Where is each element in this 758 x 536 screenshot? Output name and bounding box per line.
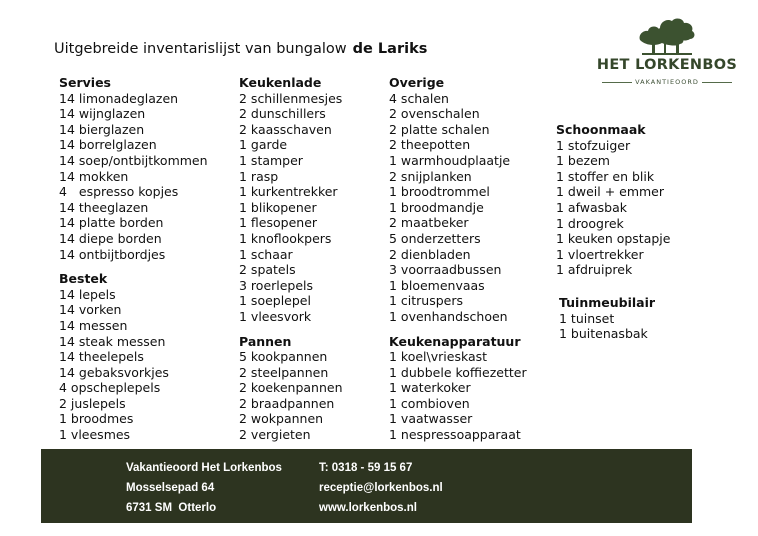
list-item: 14 lepels: [59, 286, 116, 302]
logo-brand: HET LORKENBOS: [596, 57, 738, 73]
list-item: 2 ovenschalen: [389, 106, 480, 122]
footer-bar: [41, 449, 692, 523]
section-heading-bestek: Bestek: [59, 271, 108, 287]
list-item: 1 warmhoudplaatje: [389, 152, 511, 168]
list-item: 1 nespressoapparaat: [389, 427, 521, 443]
list-item: 14 soep/ontbijtkommen: [59, 152, 208, 168]
column-3: [389, 75, 527, 443]
column-2: [239, 75, 343, 443]
list-item: 1 combioven: [389, 395, 470, 411]
footer-contact: [319, 458, 443, 518]
list-item: 2 kaasschaven: [239, 121, 332, 137]
list-item: 14 limonadeglazen: [59, 90, 179, 106]
list-item: 1 stoffer en blik: [556, 168, 655, 184]
list-item: 14 mokken: [59, 168, 129, 184]
list-item: 1 knoflookpers: [239, 230, 332, 246]
list-item: 1 broodmes: [59, 411, 134, 427]
list-item: 2 platte schalen: [389, 121, 490, 137]
bungalow-name: de Lariks: [352, 41, 428, 57]
list-item: 14 wijnglazen: [59, 106, 146, 122]
list-item: 2 vergieten: [239, 427, 311, 443]
list-item: 1 stamper: [239, 152, 303, 168]
footer-phone: T: 0318 - 59 15 67: [319, 462, 413, 474]
list-item: 14 borrelglazen: [59, 137, 157, 153]
list-item: 2 snijplanken: [389, 168, 472, 184]
footer-city: 6731 SM Otterlo: [126, 502, 217, 514]
list-item: 1 dubbele koffiezetter: [389, 364, 527, 380]
column-4: [556, 122, 670, 342]
list-item: 1 ovenhandschoen: [389, 308, 508, 324]
list-item: 14 steak messen: [59, 333, 166, 349]
list-item: 14 bierglazen: [59, 121, 145, 137]
list-item: 4 opscheplepels: [59, 380, 161, 396]
list-item: 5 kookpannen: [239, 349, 328, 365]
list-item: 1 tuinset: [559, 310, 615, 326]
list-item: 5 onderzetters: [389, 230, 481, 246]
logo-subtitle: VAKANTIEOORD: [635, 78, 699, 86]
list-item: 14 platte borden: [59, 215, 164, 231]
section-heading-keukenlade: Keukenlade: [239, 75, 322, 90]
list-item: 1 soeplepel: [239, 293, 311, 309]
list-item: 2 dienbladen: [389, 246, 471, 262]
list-item: 2 schillenmesjes: [239, 90, 343, 106]
list-item: 2 koekenpannen: [239, 380, 343, 396]
list-item: 1 blikopener: [239, 199, 317, 215]
list-item: 1 broodmandje: [389, 199, 484, 215]
list-item: 2 dunschillers: [239, 106, 326, 122]
footer-address: [126, 458, 282, 518]
section-heading-pannen: Pannen: [239, 333, 292, 349]
page-title: [54, 41, 427, 57]
footer-company: Vakantieoord Het Lorkenbos: [126, 462, 282, 474]
list-item: 14 gebaksvorkjes: [59, 364, 169, 380]
list-item: 4 schalen: [389, 90, 449, 106]
list-item: 1 buitenasbak: [559, 326, 648, 342]
list-item: 1 dweil + emmer: [556, 184, 665, 200]
list-item: 2 maatbeker: [389, 215, 469, 231]
list-item: 1 keuken opstapje: [556, 231, 671, 247]
list-item: 1 bezem: [556, 153, 610, 169]
list-item: 1 schaar: [239, 246, 293, 262]
list-item: 1 afwasbak: [556, 199, 627, 215]
list-item: 1 vleesmes: [59, 427, 131, 443]
list-item: 14 theelepels: [59, 349, 144, 365]
list-item: 1 afdruiprek: [556, 262, 633, 278]
list-item: 1 citruspers: [389, 293, 464, 309]
list-item: 1 rasp: [239, 168, 279, 184]
list-item: 1 koel\vrieskast: [389, 349, 488, 365]
section-heading-overige: Overige: [389, 75, 445, 90]
list-item: 2 steelpannen: [239, 364, 329, 380]
section-heading-servies: Servies: [59, 75, 111, 90]
list-item: 2 wokpannen: [239, 411, 324, 427]
list-item: 14 diepe borden: [59, 230, 162, 246]
list-item: 2 spatels: [239, 262, 296, 278]
list-item: 3 roerlepels: [239, 277, 314, 293]
section-heading-tuinmeubilair: Tuinmeubilair: [559, 294, 656, 310]
list-item: 1 garde: [239, 137, 288, 153]
list-item: 2 juslepels: [59, 395, 126, 411]
list-item: 1 bloemenvaas: [389, 277, 485, 293]
list-item: 1 vleesvork: [239, 308, 312, 324]
footer-email-link[interactable]: receptie@lorkenbos.nl: [319, 482, 443, 494]
section-heading-keukenapparatuur: Keukenapparatuur: [389, 333, 521, 349]
list-item: 1 kurkentrekker: [239, 184, 338, 200]
trees-icon: [636, 16, 698, 56]
list-item: 1 broodtrommel: [389, 184, 490, 200]
footer-website-link[interactable]: www.lorkenbos.nl: [319, 502, 417, 514]
list-item: 14 messen: [59, 317, 128, 333]
list-item: 1 vaatwasser: [389, 411, 473, 427]
brand-logo: [596, 16, 738, 86]
list-item: 1 vloertrekker: [556, 246, 644, 262]
list-item: 1 flesopener: [239, 215, 318, 231]
list-item: 3 voorraadbussen: [389, 262, 502, 278]
list-item: 14 theeglazen: [59, 199, 149, 215]
list-item: 1 stofzuiger: [556, 137, 631, 153]
column-1: [59, 75, 208, 443]
list-item: 2 braadpannen: [239, 395, 335, 411]
list-item: 14 vorken: [59, 302, 122, 318]
section-heading-schoonmaak: Schoonmaak: [556, 122, 646, 137]
list-item: 4 espresso kopjes: [59, 184, 179, 200]
title-text: Uitgebreide inventarislijst van bungalow: [54, 41, 347, 57]
footer-street: Mosselsepad 64: [126, 482, 215, 494]
list-item: 2 theepotten: [389, 137, 471, 153]
list-item: 1 droogrek: [556, 215, 624, 231]
list-item: 1 waterkoker: [389, 380, 471, 396]
list-item: 14 ontbijtbordjes: [59, 246, 166, 262]
